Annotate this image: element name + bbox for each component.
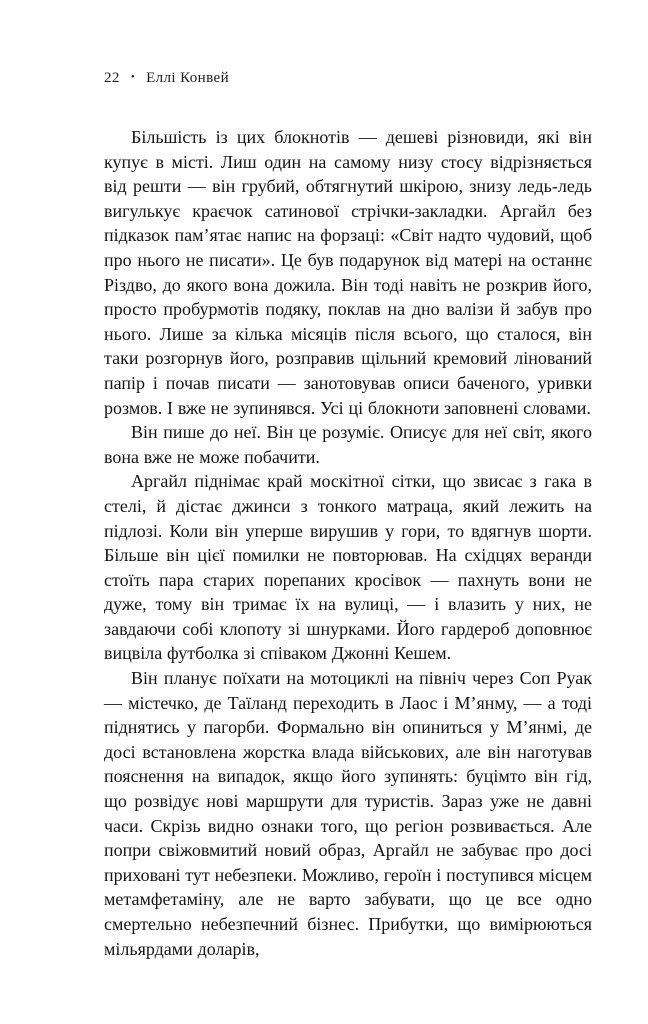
page-body-text [104,125,592,961]
paragraph: Більшість із цих блокнотів — дешеві різновиди, які він купує в місті. Лиш один на самому низу стосу відрізняється від решти — він грубий, обтягнутий шкірою, знизу ледь-ледь вигулькує краєчок сатинової стрічки-закладки. Аргайл без підказок пам’ятає напис на форзаці: «Світ надто чудовий, щоб про нього не писати». Це був подарунок від матері на останнє Різдво, до якого вона дожила. Він тоді навіть не розкрив його, просто пробурмотів подяку, поклав на дно валізи й забув про нього. Лише за кілька місяців після всього, що сталося, він таки розгорнув його, розправив щільний кремовий лінований папір і почав писати — занотовував описи баченого, уривки розмов. І вже не зупинявся. Усі ці блокноти заповнені словами. [104,127,592,418]
running-author-name: Еллі Конвей [146,70,229,86]
paragraph: Він планує поїхати на мотоциклі на північ через Соп Руак — містечко, де Таїланд переходить в Лаос і М’янму, — а тоді піднятись у пагорби. Формально він опиниться у М’янмі, де досі встановлена жорстка влада військових, але він наготував пояснення на випадок, якщо його зупинять: буцімто він гід, що розвідує нові маршрути для туристів. Зараз уже не давні часи. Скрізь видно ознаки того, що регіон розвивається. Але попри свіжовмитий новий образ, Аргайл не забуває про досі приховані тут небезпеки. Можливо, героїн і поступився місцем метамфетаміну, але не варто забувати, що це все одно смертельно небезпечний бізнес. Прибутки, що вимірюються мільярдами доларів, [104,668,592,959]
paragraph: Аргайл піднімає край москітної сітки, що звисає з гака в стелі, й дістає джинси з тонкого матраца, який лежить на підлозі. Коли він уперше вирушив у гори, то вдягнув шорти. Більше він цієї помилки не повторював. На східцях веранди стоїть пара старих порепаних кросівок — пахнуть вони не дуже, тому він тримає їх на вулиці, — і влазить у них, не завдаючи собі клопоту зі шнурками. Його гардероб доповнює вицвіла футболка зі співаком Джонні Кешем. [104,471,592,664]
paragraph: Він пише до неї. Він це розуміє. Описує для неї світ, якого вона вже не може побачити. [104,422,592,467]
header-bullet-separator: • [130,71,136,83]
running-header [104,70,592,87]
page-number: 22 [104,70,120,86]
